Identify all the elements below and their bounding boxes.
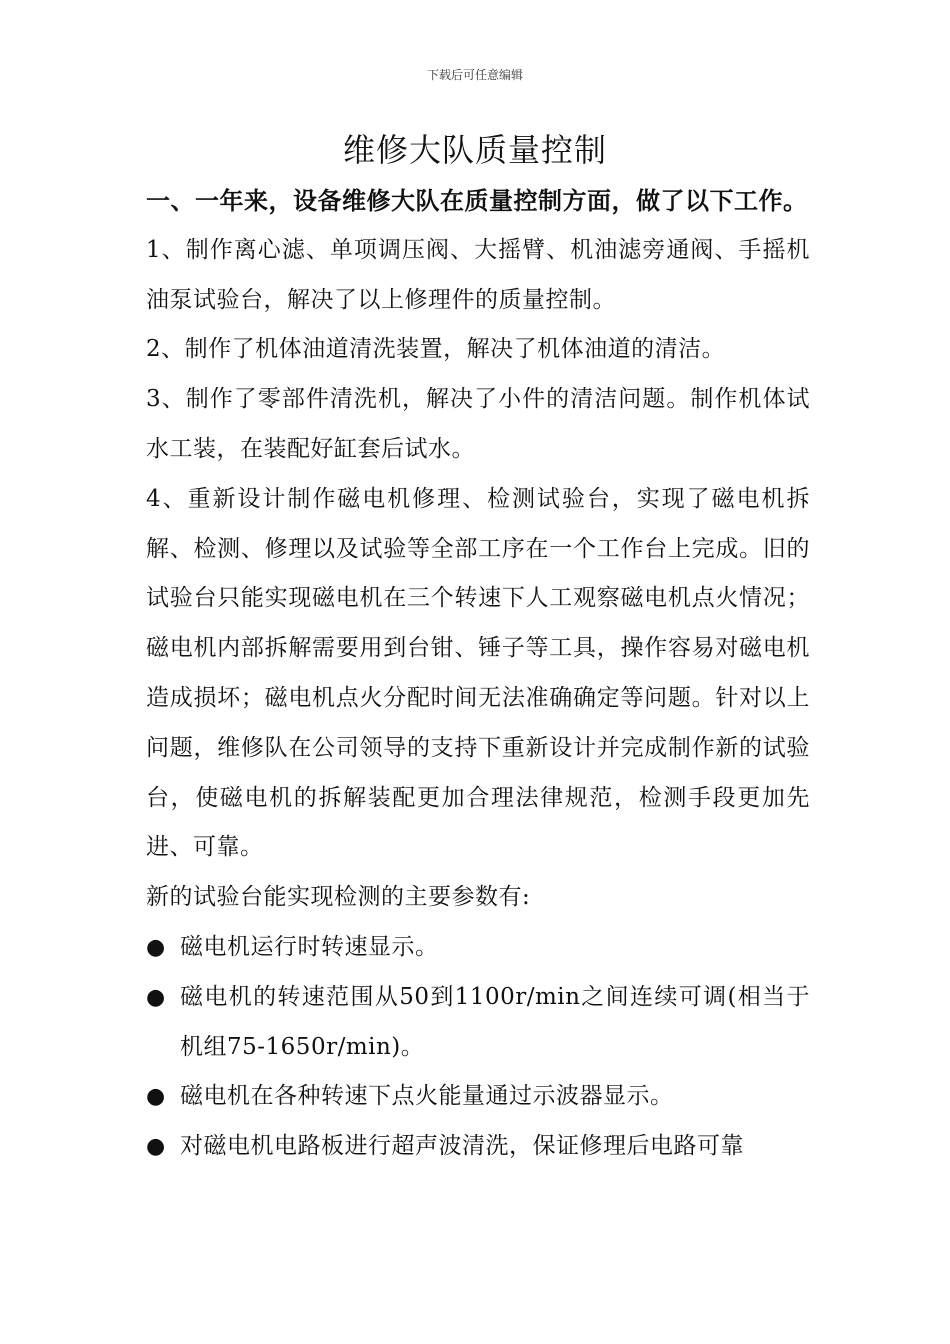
bullet-icon: ● (146, 984, 166, 1010)
bullet-icon: ● (146, 1134, 166, 1160)
bullet-icon: ● (146, 1084, 166, 1110)
paragraph-item-3: 3、制作了零部件清洗机，解决了小件的清洁问题。制作机体试水工装，在装配好缸套后试水。 (146, 386, 810, 462)
document-body (146, 176, 810, 1172)
list-item-text: 磁电机的转速范围从50到1100r/min之间连续可调(相当于机组75-1650r/min)。 (180, 983, 810, 1060)
paragraph-parameters-intro: 新的试验台能实现检测的主要参数有: (146, 884, 531, 911)
list-item (146, 1072, 810, 1122)
parameter-list (146, 923, 810, 1172)
bullet-icon: ● (146, 934, 166, 960)
section-heading: 一、一年来，设备维修大队在质量控制方面，做了以下工作。 (146, 186, 808, 215)
list-item (146, 1122, 810, 1172)
paragraph-item-2: 2、制作了机体油道清洗装置，解决了机体油道的清洁。 (146, 336, 726, 363)
paragraph-item-4: 4、重新设计制作磁电机修理、检测试验台，实现了磁电机拆解、检测、修理以及试验等全部工序在一个工作台上完成。旧的试验台只能实现磁电机在三个转速下人工观察磁电机点火情况；磁电机内部拆解需要用到台钳、锤子等工具，操作容易对磁电机造成损坏；磁电机点火分配时间无法准确确定等问题。针对以上问题，维修队在公司领导的支持下重新设计并完成制作新的试验台，使磁电机的拆解装配更加合理法律规范，检测手段更加先进、可靠。 (146, 485, 810, 861)
list-item-text: 磁电机运行时转速显示。 (180, 933, 439, 960)
list-item (146, 973, 810, 1073)
list-item-text: 对磁电机电路板进行超声波清洗，保证修理后电路可靠 (180, 1133, 744, 1160)
paragraph-item-1: 1、制作离心滤、单项调压阀、大摇臂、机油滤旁通阀、手摇机油泵试验台，解决了以上修理件的质量控制。 (146, 236, 810, 313)
document-title: 维修大队质量控制 (342, 131, 607, 169)
list-item-text: 磁电机在各种转速下点火能量通过示波器显示。 (180, 1083, 674, 1110)
list-item (146, 923, 810, 973)
header-note: 下载后可任意编辑 (426, 68, 523, 82)
